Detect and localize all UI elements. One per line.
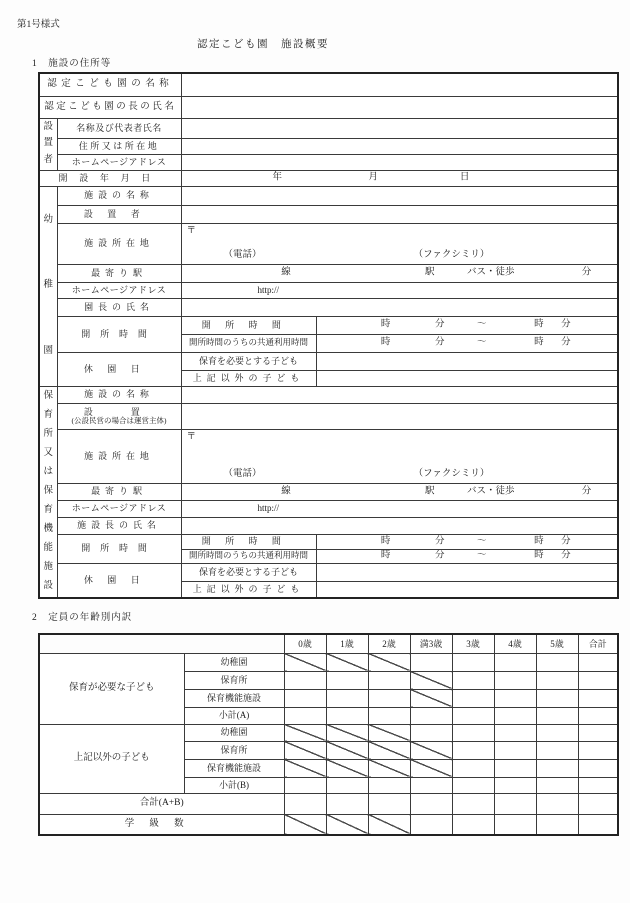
row-label-nursery: 保育所 (184, 741, 284, 759)
nursery-closed-label: 休園日 (57, 563, 181, 598)
hour-unit: 時 (380, 319, 391, 330)
nursery-head-label: 施設長の氏名 (57, 517, 181, 534)
row-label-kindergarten: 幼稚園 (184, 653, 284, 671)
minute-unit: 分 (561, 319, 571, 330)
hours-main-sublabel: 開所時間 (181, 534, 316, 549)
group-b-label: 上記以外の子ども (39, 724, 184, 793)
capacity-cell (368, 689, 410, 707)
kindergarten-location-label: 施設所在地 (57, 223, 181, 264)
na-slash-cell (410, 689, 452, 707)
na-slash-cell (284, 724, 326, 741)
facility-info-table (38, 72, 619, 599)
capacity-cell (536, 671, 578, 689)
kindergarten-name-label: 施設の名称 (57, 186, 181, 205)
capacity-cell (410, 814, 452, 835)
capacity-cell (494, 793, 536, 814)
capacity-cell (494, 741, 536, 759)
founder-addr-label: 住所又は所在地 (57, 138, 181, 154)
tel-hint: （電話） (223, 249, 262, 260)
capacity-cell (578, 671, 618, 689)
na-slash-cell (284, 814, 326, 835)
total-label: 合計(A+B) (39, 793, 284, 814)
station-unit: 駅 (424, 267, 435, 278)
postal-mark: 〒 (186, 431, 197, 442)
kindergarten-group-cell (39, 186, 57, 386)
capacity-cell (368, 793, 410, 814)
nursery-group-label: 保 育 所 又 は 保 育 機 能 施 設 (43, 391, 53, 591)
hour-unit: 時 (380, 536, 391, 547)
capacity-cell (368, 777, 410, 793)
age-col-header: 合計 (578, 634, 618, 653)
na-slash-cell (284, 759, 326, 777)
kodomoen-name-label: 認定こども園の名称 (39, 73, 181, 96)
hour-unit: 時 (534, 319, 544, 330)
row-label-subtotal-a: 小計(A) (184, 707, 284, 724)
table-row (39, 653, 618, 671)
kindergarten-common-hours-value-cell (316, 334, 618, 352)
kodomoen-head-label: 認定こども園の長の氏名 (39, 96, 181, 118)
closed-care-sublabel: 保育を必要とする子ども (181, 352, 316, 370)
founder-group-cell (39, 118, 57, 170)
row-label-kindergarten: 幼稚園 (184, 724, 284, 741)
nursery-homepage-value-cell: http:// (181, 500, 618, 517)
na-slash-cell (284, 741, 326, 759)
capacity-cell (284, 777, 326, 793)
header-corner-cell (39, 634, 284, 653)
nursery-closed-other-value-cell (316, 581, 618, 598)
capacity-cell (284, 671, 326, 689)
kindergarten-closed-care-value-cell (316, 352, 618, 370)
capacity-cell (578, 741, 618, 759)
nursery-hours-label: 開所時間 (57, 534, 181, 563)
nursery-station-label: 最寄り駅 (57, 483, 181, 500)
group-a-label: 保育が必要な子ども (39, 653, 184, 724)
na-slash-cell (326, 741, 368, 759)
capacity-cell (494, 671, 536, 689)
na-slash-cell (410, 759, 452, 777)
kindergarten-station-label: 最寄り駅 (57, 264, 181, 282)
na-slash-cell (368, 653, 410, 671)
founder-addr-value-cell (181, 138, 618, 154)
capacity-cell (578, 724, 618, 741)
kindergarten-group-label: 幼 稚 園 (43, 214, 53, 356)
capacity-cell (452, 814, 494, 835)
nursery-founder-label-cell (57, 403, 181, 429)
nursery-hours-value-cell (316, 534, 618, 549)
capacity-cell (578, 707, 618, 724)
capacity-table (38, 633, 619, 836)
age-col-header: 1歳 (326, 634, 368, 653)
minutes-unit: 分 (581, 486, 592, 497)
capacity-cell (410, 707, 452, 724)
row-label-subtotal-b: 小計(B) (184, 777, 284, 793)
minute-unit: 分 (561, 550, 571, 561)
capacity-cell (452, 707, 494, 724)
hour-unit: 時 (534, 550, 544, 561)
class-count-row (39, 814, 618, 835)
kindergarten-homepage-label: ホームページアドレス (57, 282, 181, 298)
capacity-cell (578, 777, 618, 793)
capacity-cell (410, 653, 452, 671)
section1-heading: 1 施設の住所等 (32, 59, 112, 69)
tilde-mark: ～ (477, 319, 487, 330)
nursery-location-label: 施設所在地 (57, 429, 181, 483)
hour-unit: 時 (380, 337, 391, 348)
capacity-cell (578, 793, 618, 814)
hours-common-sublabel: 開所時間のうちの共通利用時間 (181, 549, 316, 563)
table-row (39, 724, 618, 741)
kindergarten-head-label: 園長の氏名 (57, 298, 181, 316)
open-date-label: 開設年月日 (39, 170, 181, 186)
capacity-cell (452, 653, 494, 671)
capacity-cell (578, 653, 618, 671)
capacity-cell (452, 689, 494, 707)
form-number: 第1号様式 (17, 20, 60, 30)
kodomoen-head-value-cell (181, 96, 618, 118)
kindergarten-hours-value-cell (316, 316, 618, 334)
kodomoen-name-value-cell (181, 73, 618, 96)
minute-unit: 分 (434, 550, 445, 561)
capacity-cell (452, 793, 494, 814)
minutes-unit: 分 (581, 267, 592, 278)
na-slash-cell (368, 759, 410, 777)
na-slash-cell (326, 759, 368, 777)
minute-unit: 分 (561, 337, 571, 348)
age-col-header: 2歳 (368, 634, 410, 653)
fax-hint: （ファクシミリ） (413, 468, 490, 479)
capacity-cell (326, 689, 368, 707)
capacity-cell (536, 724, 578, 741)
capacity-cell (284, 707, 326, 724)
kindergarten-founder-value-cell (181, 205, 618, 223)
capacity-cell (536, 814, 578, 835)
capacity-cell (494, 814, 536, 835)
tilde-mark: ～ (477, 536, 487, 547)
founder-name-value-cell (181, 118, 618, 138)
nursery-homepage-label: ホームページアドレス (57, 500, 181, 517)
capacity-cell (536, 759, 578, 777)
age-col-header: 0歳 (284, 634, 326, 653)
kindergarten-name-value-cell (181, 186, 618, 205)
nursery-founder-note: (公設民営の場合は運営主体) (71, 415, 167, 425)
row-label-care-facility: 保育機能施設 (184, 689, 284, 707)
station-unit: 駅 (424, 486, 435, 497)
line-unit: 線 (281, 486, 291, 497)
kindergarten-location-value-cell (181, 223, 618, 264)
row-label-care-facility: 保育機能施設 (184, 759, 284, 777)
capacity-cell (368, 671, 410, 689)
nursery-head-value-cell (181, 517, 618, 534)
capacity-cell (494, 724, 536, 741)
kindergarten-closed-other-value-cell (316, 370, 618, 386)
total-row (39, 793, 618, 814)
na-slash-cell (284, 653, 326, 671)
na-slash-cell (368, 814, 410, 835)
nursery-closed-care-value-cell (316, 563, 618, 581)
hours-common-sublabel: 開所時間のうちの共通利用時間 (181, 334, 316, 352)
minute-unit: 分 (561, 536, 571, 547)
bus-walk-hint: バス・徒歩 (466, 267, 515, 278)
hours-main-sublabel: 開所時間 (181, 316, 316, 334)
hour-unit: 時 (380, 550, 391, 561)
age-col-header: 4歳 (494, 634, 536, 653)
hour-unit: 時 (534, 337, 544, 348)
bus-walk-hint: バス・徒歩 (466, 486, 515, 497)
kindergarten-hours-label: 開所時間 (57, 316, 181, 352)
na-slash-cell (368, 724, 410, 741)
nursery-name-value-cell (181, 386, 618, 403)
nursery-group-cell (39, 386, 57, 598)
month-unit: 月 (368, 172, 378, 183)
nursery-founder-label: 設 置 (83, 406, 155, 417)
kindergarten-homepage-value-cell: http:// (181, 282, 618, 298)
na-slash-cell (326, 814, 368, 835)
kindergarten-founder-label: 設置者 (57, 205, 181, 223)
kindergarten-station-value-cell (181, 264, 618, 282)
nursery-location-value-cell (181, 429, 618, 483)
capacity-cell (494, 689, 536, 707)
na-slash-cell (410, 741, 452, 759)
age-col-header: 満3歳 (410, 634, 452, 653)
capacity-cell (494, 653, 536, 671)
age-col-header: 3歳 (452, 634, 494, 653)
founder-name-label: 名称及び代表者氏名 (57, 118, 181, 138)
na-slash-cell (326, 724, 368, 741)
capacity-cell (536, 793, 578, 814)
minute-unit: 分 (434, 319, 445, 330)
section2-heading: 2 定員の年齢別内訳 (32, 613, 133, 623)
year-unit: 年 (272, 172, 283, 183)
nursery-name-label: 施設の名称 (57, 386, 181, 403)
capacity-cell (494, 707, 536, 724)
capacity-cell (452, 759, 494, 777)
capacity-cell (578, 814, 618, 835)
na-slash-cell (326, 653, 368, 671)
capacity-cell (578, 759, 618, 777)
closed-other-sublabel: 上記以外の子ども (181, 581, 316, 598)
capacity-cell (452, 777, 494, 793)
capacity-cell (452, 741, 494, 759)
capacity-cell (452, 724, 494, 741)
tilde-mark: ～ (477, 337, 487, 348)
tilde-mark: ～ (477, 550, 487, 561)
postal-mark: 〒 (186, 225, 197, 236)
capacity-cell (326, 707, 368, 724)
fax-hint: （ファクシミリ） (413, 249, 490, 260)
closed-other-sublabel: 上記以外の子ども (181, 370, 316, 386)
closed-care-sublabel: 保育を必要とする子ども (181, 563, 316, 581)
age-col-header: 5歳 (536, 634, 578, 653)
document-title: 認定こども園 施設概要 (197, 39, 329, 50)
line-unit: 線 (281, 267, 291, 278)
nursery-founder-value-cell (181, 403, 618, 429)
capacity-cell (452, 671, 494, 689)
founder-homepage-label: ホームページアドレス (57, 154, 181, 170)
capacity-cell (536, 707, 578, 724)
kindergarten-head-value-cell (181, 298, 618, 316)
nursery-common-hours-value-cell (316, 549, 618, 563)
founder-group-label: 設 置 者 (43, 121, 53, 165)
founder-homepage-value-cell (181, 154, 618, 170)
capacity-cell (494, 759, 536, 777)
open-date-value-cell (181, 170, 618, 186)
capacity-cell (536, 689, 578, 707)
capacity-cell (410, 724, 452, 741)
minute-unit: 分 (434, 337, 445, 348)
capacity-cell (410, 777, 452, 793)
capacity-cell (536, 777, 578, 793)
na-slash-cell (410, 671, 452, 689)
capacity-cell (326, 793, 368, 814)
minute-unit: 分 (434, 536, 445, 547)
capacity-cell (284, 689, 326, 707)
tel-hint: （電話） (223, 468, 262, 479)
capacity-cell (578, 689, 618, 707)
hour-unit: 時 (534, 536, 544, 547)
kindergarten-closed-label: 休園日 (57, 352, 181, 386)
age-header-row (39, 634, 618, 653)
capacity-cell (536, 653, 578, 671)
capacity-cell (326, 671, 368, 689)
day-unit: 日 (459, 172, 470, 183)
capacity-cell (368, 707, 410, 724)
capacity-cell (536, 741, 578, 759)
na-slash-cell (368, 741, 410, 759)
class-count-label: 学級数 (39, 814, 284, 835)
capacity-cell (410, 793, 452, 814)
capacity-cell (284, 793, 326, 814)
row-label-nursery: 保育所 (184, 671, 284, 689)
capacity-cell (494, 777, 536, 793)
capacity-cell (326, 777, 368, 793)
nursery-station-value-cell (181, 483, 618, 500)
